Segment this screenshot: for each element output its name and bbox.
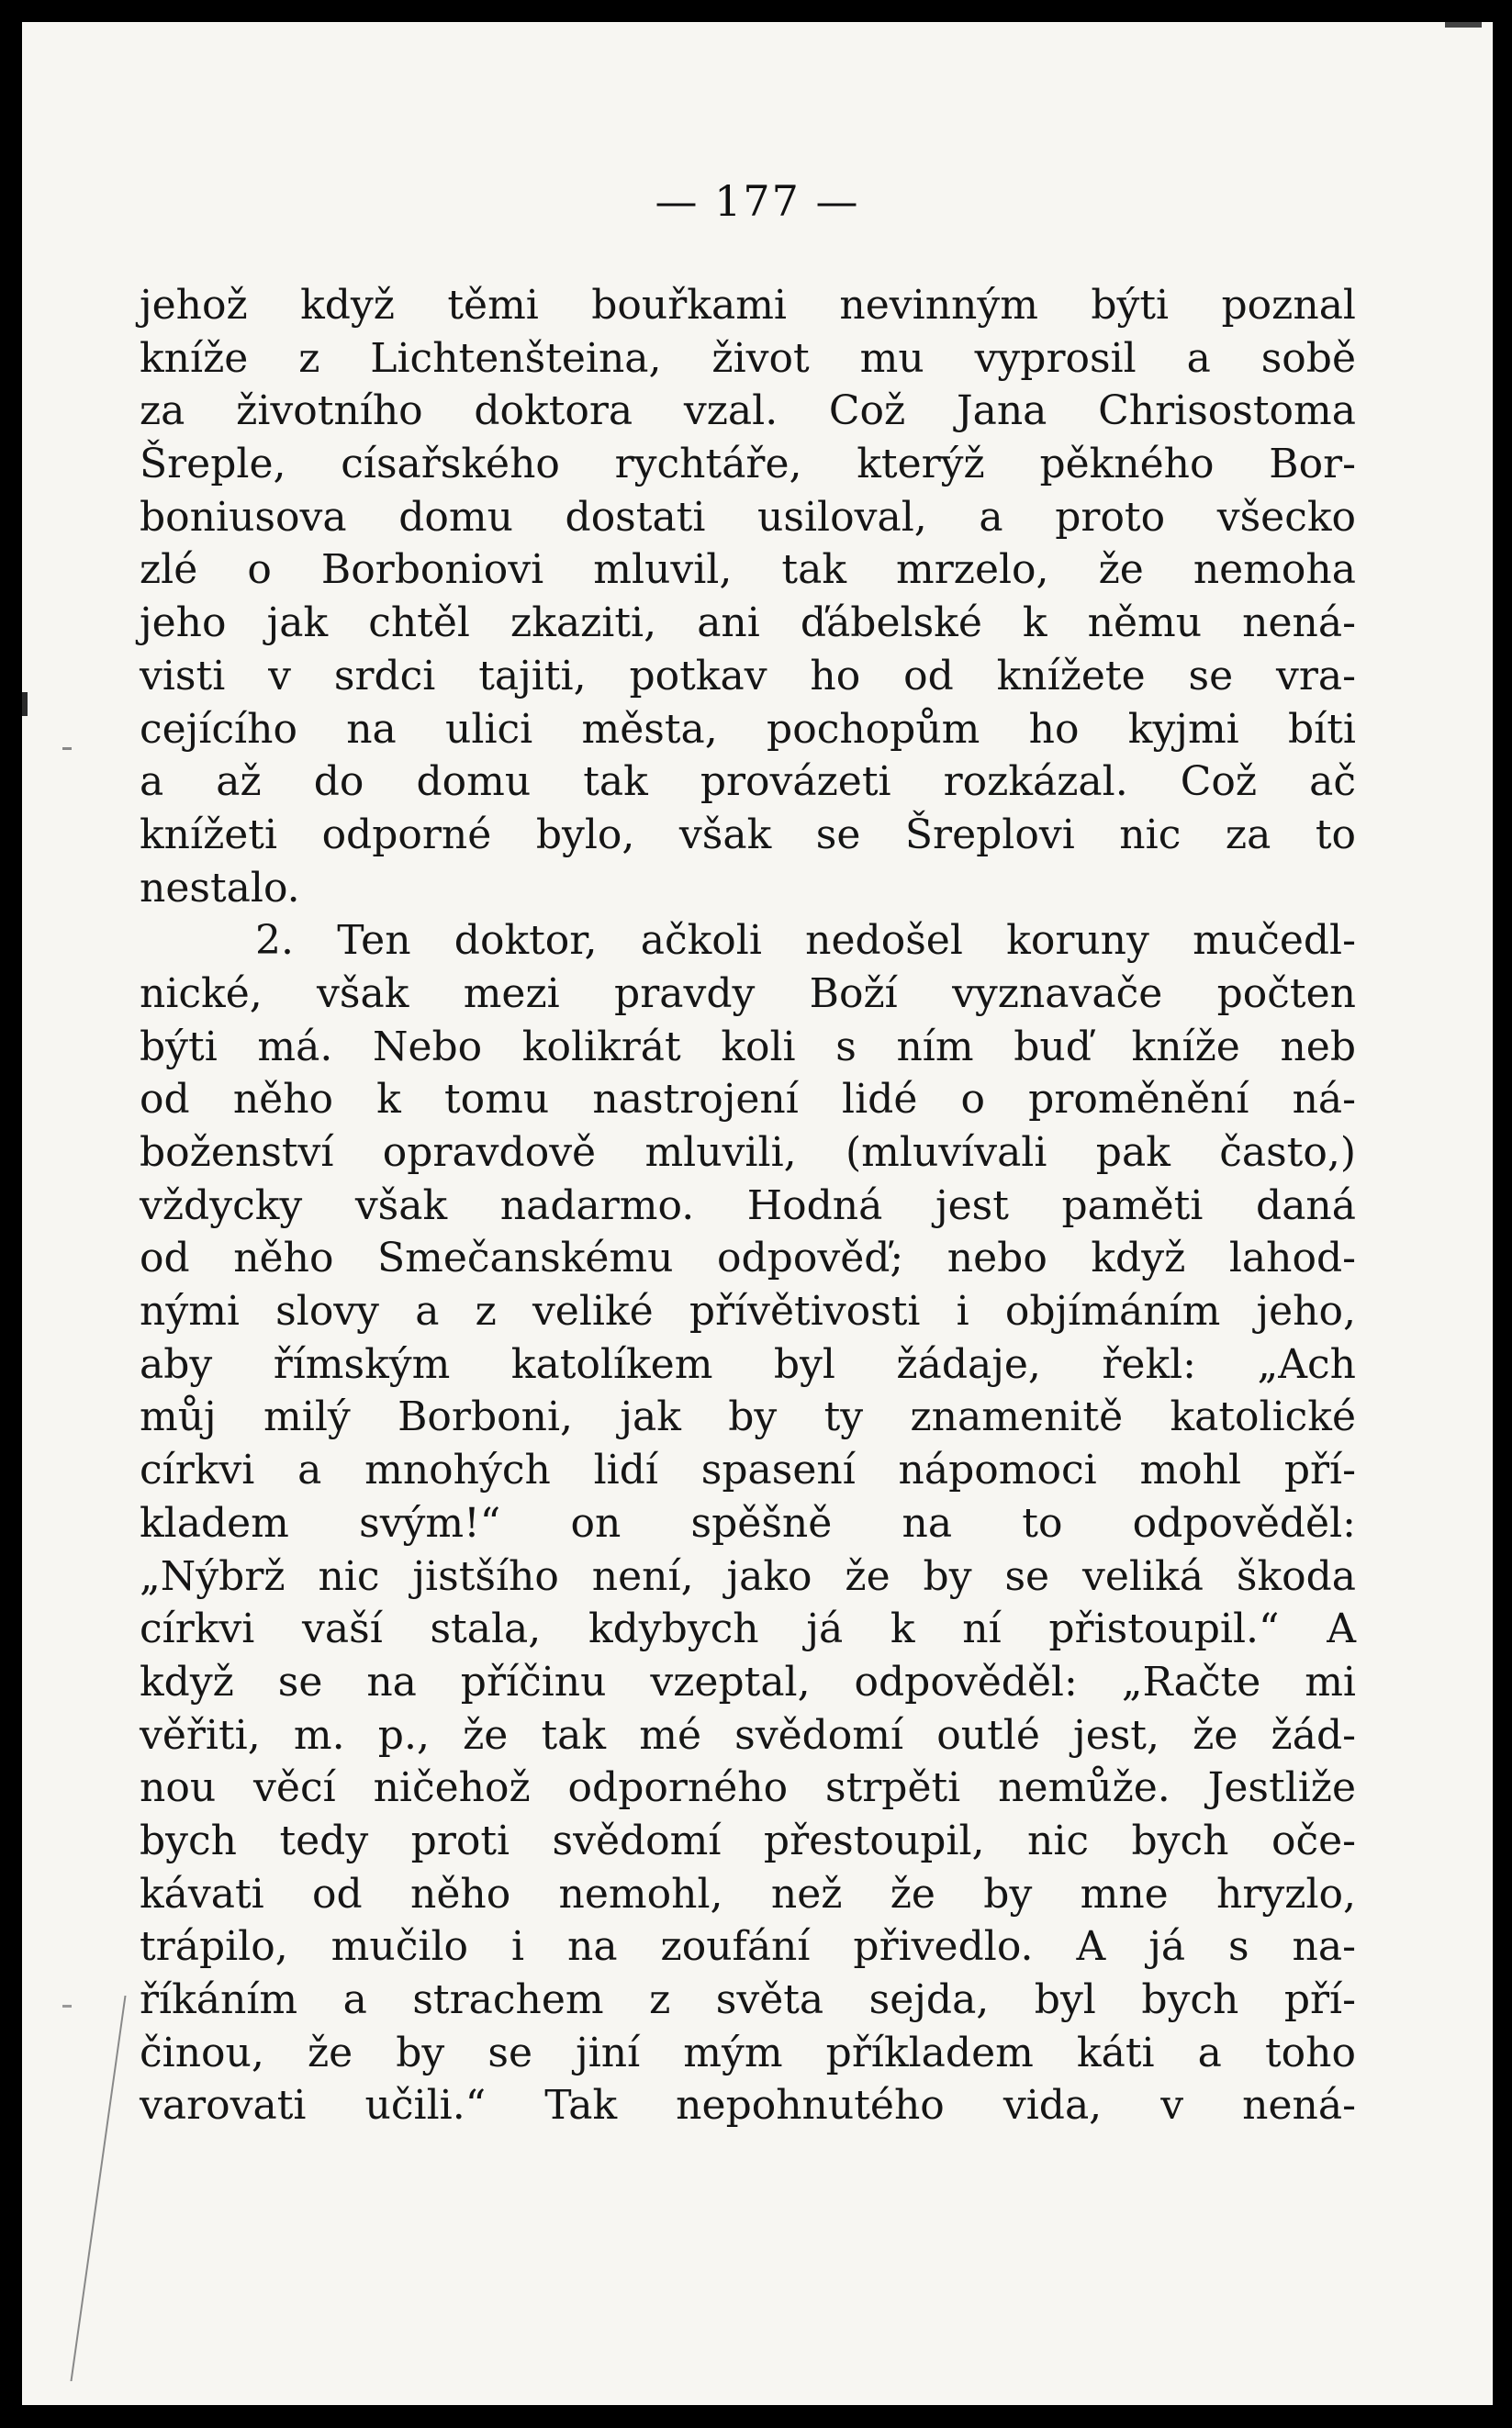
text-line: „Nýbrž nic jistšího není, jako že by se veliká škoda (140, 1552, 1356, 1600)
book-page (22, 22, 1493, 2405)
text-line: a až do domu tak provázeti rozkázal. Což ač (140, 758, 1356, 806)
text-line: bych tedy proti svědomí přestoupil, nic bych oče- (140, 1817, 1356, 1864)
scan-edge-mark (1445, 22, 1482, 28)
text-line: visti v srdci tajiti, potkav ho od knížete se vra- (140, 652, 1356, 699)
text-line: jehož když těmi bouřkami nevinným býti poznal (140, 282, 1356, 329)
scan-edge-mark (62, 747, 72, 750)
scan-edge-mark (70, 1996, 126, 2381)
text-line: církvi vaší stala, kdybych já k ní přistoupil.“ A (140, 1606, 1356, 1653)
text-line: říkáním a strachem z světa sejda, byl bych pří- (140, 1976, 1356, 2023)
text-line: nou věcí ničehož odporného strpěti nemůže. Jestliže (140, 1764, 1356, 1812)
text-line: činou, že by se jiní mým příkladem káti a toho (140, 2029, 1356, 2076)
text-line: boniusova domu dostati usiloval, a proto všecko (140, 493, 1356, 541)
text-line: býti má. Nebo kolikrát koli s ním buď kníže neb (140, 1023, 1356, 1070)
text-line: nické, však mezi pravdy Boží vyznavače počten (140, 969, 1356, 1017)
text-line: varovati učili.“ Tak nepohnutého vida, v nená- (140, 2082, 1356, 2130)
text-line: věřiti, m. p., že tak mé svědomí outlé jest, že žád- (140, 1711, 1356, 1759)
text-line: jeho jak chtěl zkaziti, ani ďábelské k němu nená- (140, 599, 1356, 647)
text-line: cejícího na ulici města, pochopům ho kyjmi bíti (140, 705, 1356, 753)
text-line: za životního doktora vzal. Což Jana Chrisostoma (140, 387, 1356, 435)
text-line: Šreple, císařského rychtáře, kterýž pěkného Bor- (140, 441, 1356, 488)
text-line: nestalo. (140, 864, 300, 912)
paragraph-start-line: 2. Ten doktor, ačkoli nedošel koruny mučedl- (255, 917, 1356, 965)
text-line: vždycky však nadarmo. Hodná jest paměti daná (140, 1181, 1356, 1229)
text-line: trápilo, mučilo i na zoufání přivedlo. A já s na- (140, 1923, 1356, 1971)
text-line: můj milý Borboni, jak by ty znamenitě katolické (140, 1393, 1356, 1441)
text-line: kladem svým!“ on spěšně na to odpověděl: (140, 1499, 1356, 1547)
text-line: když se na příčinu vzeptal, odpověděl: „Račte mi (140, 1658, 1356, 1706)
text-line: od něho Smečanskému odpověď; nebo když lahod- (140, 1235, 1356, 1282)
page-number: — 177 — (655, 176, 860, 226)
body-text (140, 279, 1356, 2132)
text-line: boženství opravdově mluvili, (mluvívali pak často,) (140, 1129, 1356, 1176)
scan-edge-mark (62, 2005, 72, 2008)
scan-edge-mark (22, 692, 28, 716)
text-line: nými slovy a z veliké přívětivosti i objímáním jeho, (140, 1288, 1356, 1336)
text-line: církvi a mnohých lidí spasení nápomoci mohl pří- (140, 1447, 1356, 1494)
text-line: aby římským katolíkem byl žádaje, řekl: „Ach (140, 1340, 1356, 1388)
text-line: kávati od něho nemohl, než že by mne hryzlo, (140, 1870, 1356, 1918)
text-line: zlé o Borboniovi mluvil, tak mrzelo, že nemoha (140, 546, 1356, 594)
text-line: kníže z Lichtenšteina, život mu vyprosil a sobě (140, 334, 1356, 382)
text-line: od něho k tomu nastrojení lidé o proměnění ná- (140, 1076, 1356, 1124)
text-line: knížeti odporné bylo, však se Šreplovi nic za to (140, 811, 1356, 858)
